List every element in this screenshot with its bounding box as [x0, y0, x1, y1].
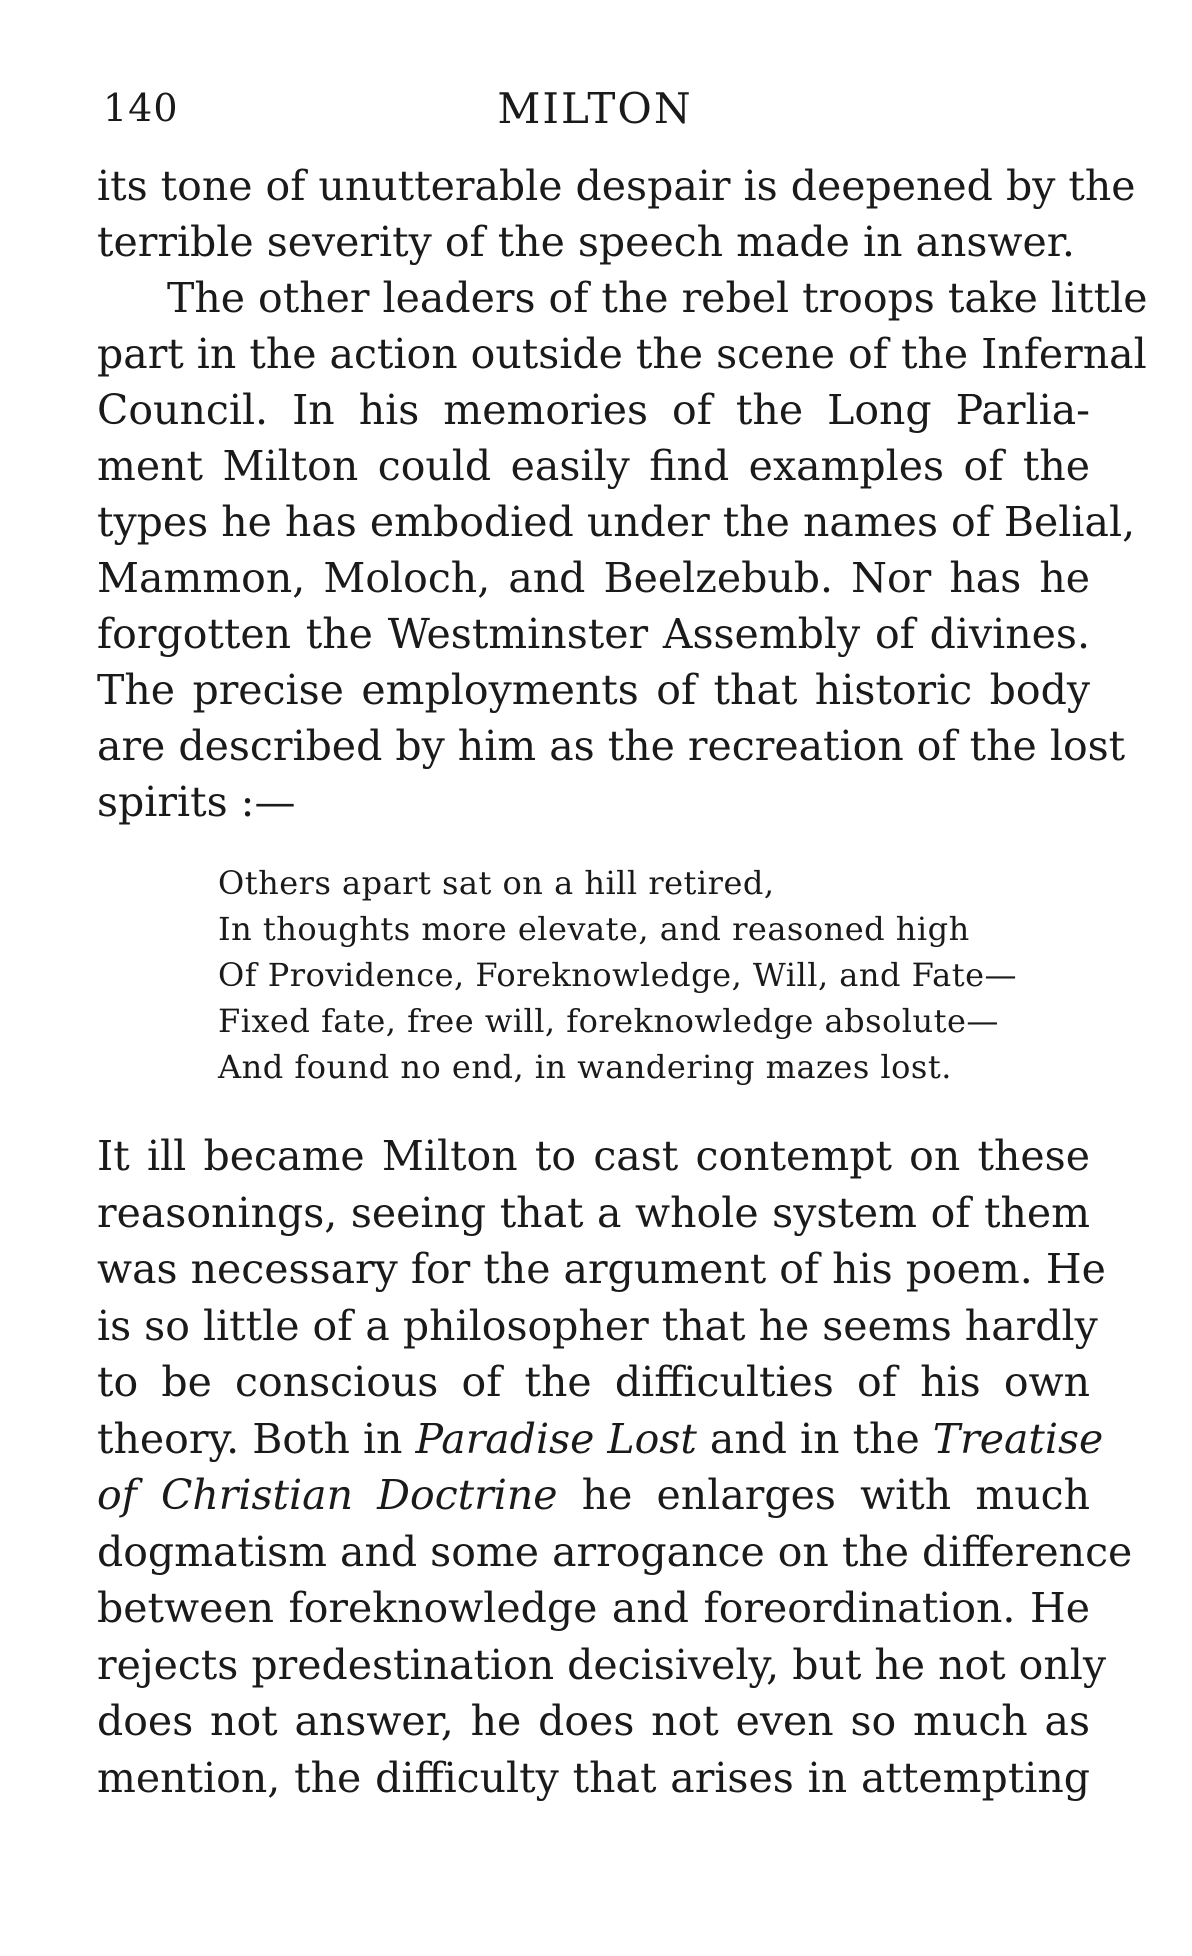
text-run: theory. Both in: [97, 1414, 416, 1463]
text-line: types he has embodied under the names of Belial,: [97, 498, 1136, 546]
text-line: ment Milton could easily find examples of the: [97, 442, 1090, 490]
text-line: [97, 1467, 1090, 1524]
text-line: rejects predestination decisively, but he not only: [97, 1640, 1107, 1689]
text-run: he enlarges with much: [557, 1471, 1090, 1519]
text-line: part in the action outside the scene of the Infernal: [97, 330, 1147, 378]
text-line: between foreknowledge and foreordination. He: [97, 1584, 1090, 1632]
text-line: Mammon, Moloch, and Beelzebub. Nor has he: [97, 554, 1090, 602]
page-number: 140: [103, 86, 179, 130]
book-title-christian-doctrine: of Christian Doctrine: [97, 1471, 558, 1519]
text-line: reasonings, seeing that a whole system of them: [97, 1188, 1090, 1237]
running-head: MILTON: [497, 84, 693, 133]
body-text-upper: [97, 158, 1148, 830]
verse-quotation: [218, 860, 1038, 1090]
text-line: forgotten the Westminster Assembly of divines.: [97, 610, 1090, 658]
text-line: The precise employments of that historic body: [97, 666, 1090, 714]
text-line: [97, 1411, 1104, 1468]
text-line: spirits :—: [97, 778, 296, 826]
verse-line: Of Providence, Foreknowledge, Will, and Fate—: [218, 956, 1018, 994]
body-text-lower: [97, 1128, 1133, 1806]
text-line: The other leaders of the rebel troops take little: [167, 274, 1148, 322]
book-title-treatise: Treatise: [932, 1414, 1104, 1463]
text-line: does not answer, he does not even so much as: [97, 1697, 1090, 1745]
text-run: and in the: [696, 1414, 933, 1463]
text-line: It ill became Milton to cast contempt on these: [97, 1132, 1090, 1180]
text-line: are described by him as the recreation of the lost: [97, 722, 1126, 770]
verse-line: And found no end, in wandering mazes lost.: [218, 1048, 952, 1086]
book-title-paradise-lost: Paradise Lost: [415, 1414, 697, 1463]
text-line: is so little of a philosopher that he seems hardly: [97, 1301, 1098, 1350]
text-line: Council. In his memories of the Long Parlia-: [97, 386, 1090, 434]
text-line: mention, the difficulty that arises in attempting: [97, 1753, 1090, 1802]
verse-line: Fixed fate, free will, foreknowledge absolute—: [218, 1002, 999, 1040]
verse-line: In thoughts more elevate, and reasoned high: [218, 910, 970, 948]
text-line: terrible severity of the speech made in answer.: [97, 218, 1075, 266]
verse-line: Others apart sat on a hill retired,: [218, 864, 775, 902]
text-line: its tone of unutterable despair is deepened by the: [97, 162, 1136, 210]
text-line: to be conscious of the difficulties of his own: [97, 1358, 1090, 1406]
page-header: [95, 80, 1085, 140]
text-line: was necessary for the argument of his poem. He: [97, 1245, 1106, 1293]
text-line: dogmatism and some arrogance on the difference: [97, 1527, 1133, 1576]
